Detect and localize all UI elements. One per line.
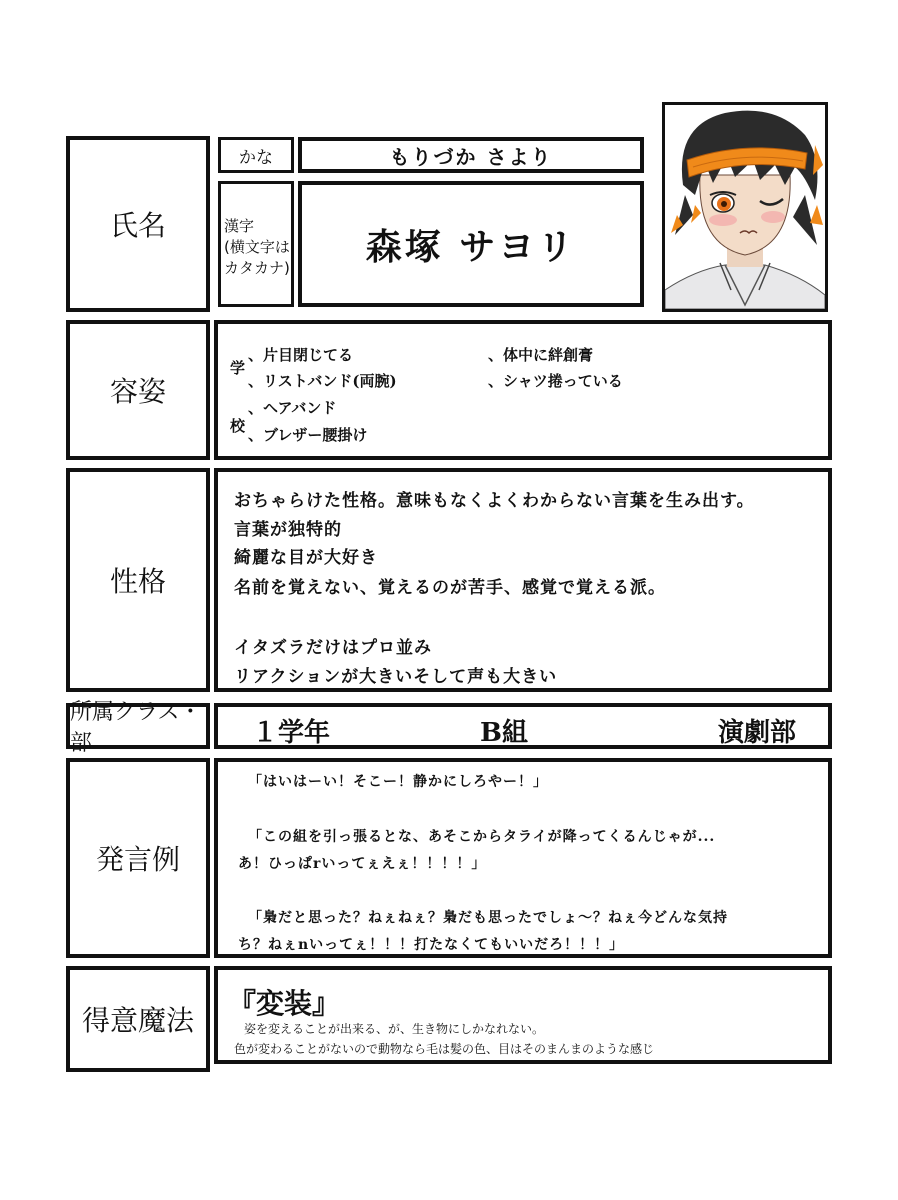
character-portrait (665, 105, 825, 309)
quote-line: あ！ひっぱrいってぇえぇ！！！！」 (238, 856, 487, 872)
quotes-content-cell (214, 758, 832, 958)
magic-desc-2: 色が変わることがないので動物なら毛は髪の色、目はそのまんまのような感じ (234, 1042, 655, 1056)
kanji-label-2: (横文字は (224, 238, 290, 256)
personality-line: リアクションが大きいそして声も大きい (234, 667, 558, 687)
kanji-label-cell (218, 181, 294, 307)
magic-desc-1: 姿を変えることが出来る、が、生き物にしかなれない。 (244, 1022, 545, 1036)
club-value: 演劇部 (718, 718, 797, 748)
personality-line: 言葉が独特的 (234, 520, 342, 540)
personality-label: 性格 (109, 565, 166, 598)
magic-content-cell (214, 966, 832, 1064)
affiliation-label-cell (66, 700, 210, 756)
magic-name: 『変装』 (228, 987, 341, 1020)
appearance-item: 、リストバンド(両腕) (248, 372, 397, 390)
personality-line: 名前を覚えない、覚えるのが苦手、感覚で覚える派。 (234, 578, 666, 598)
grade-value: １学年 (252, 718, 331, 748)
magic-label-cell (66, 966, 210, 1072)
affiliation-content-cell (214, 703, 832, 749)
quote-line: 「この組を引っ張るとな、あそこからタライが降ってくるんじゃが... (248, 829, 716, 845)
school-char-2: 校 (230, 417, 246, 435)
appearance-item: 、片目閉じてる (248, 346, 354, 364)
quotes-label: 発言例 (95, 843, 180, 876)
kanji-label-3: カタカナ) (224, 259, 290, 277)
kanji-value-cell (298, 181, 644, 307)
character-portrait-frame (662, 102, 828, 312)
appearance-content-cell (214, 320, 832, 460)
quote-line: ち？ねぇnいってぇ！！！打たなくてもいいだろ！！！」 (238, 937, 625, 953)
personality-label-cell (66, 468, 210, 692)
personality-line: 綺麗な目が大好き (234, 548, 378, 568)
affiliation-label: 所属クラス・部 (70, 700, 202, 756)
name-label: 氏名 (109, 209, 166, 242)
appearance-label-cell (66, 320, 210, 460)
quotes-label-cell (66, 758, 210, 958)
school-char-1: 学 (230, 359, 246, 377)
kana-value: もりづか さより (389, 144, 553, 169)
personality-line: おちゃらけた性格。意味もなくよくわからない言葉を生み出す。 (234, 491, 755, 511)
kanji-value: 森塚 サヨリ (365, 225, 577, 268)
kana-label-cell (218, 137, 294, 173)
appearance-item: 、体中に絆創膏 (488, 346, 594, 364)
personality-content-cell (214, 468, 832, 692)
name-label-cell (66, 136, 210, 312)
kanji-label-1: 漢字 (224, 217, 255, 235)
kana-value-cell (298, 137, 644, 173)
appearance-label: 容姿 (109, 375, 166, 408)
quote-line: 「梟だと思った？ねぇねぇ？梟だも思ったでしょ〜？ねぇ今どんな気持 (248, 910, 728, 926)
personality-line: イタズラだけはプロ並み (234, 638, 432, 658)
appearance-item: 、ブレザー腰掛け (248, 426, 368, 444)
magic-label: 得意魔法 (81, 1004, 194, 1037)
appearance-item: 、シャツ捲っている (488, 372, 623, 390)
kana-label: かな (239, 147, 273, 168)
quote-line: 「はいはーい！そこー！静かにしろやー！」 (248, 774, 548, 790)
appearance-item: 、ヘアバンド (248, 399, 337, 417)
class-value: B組 (480, 718, 528, 748)
